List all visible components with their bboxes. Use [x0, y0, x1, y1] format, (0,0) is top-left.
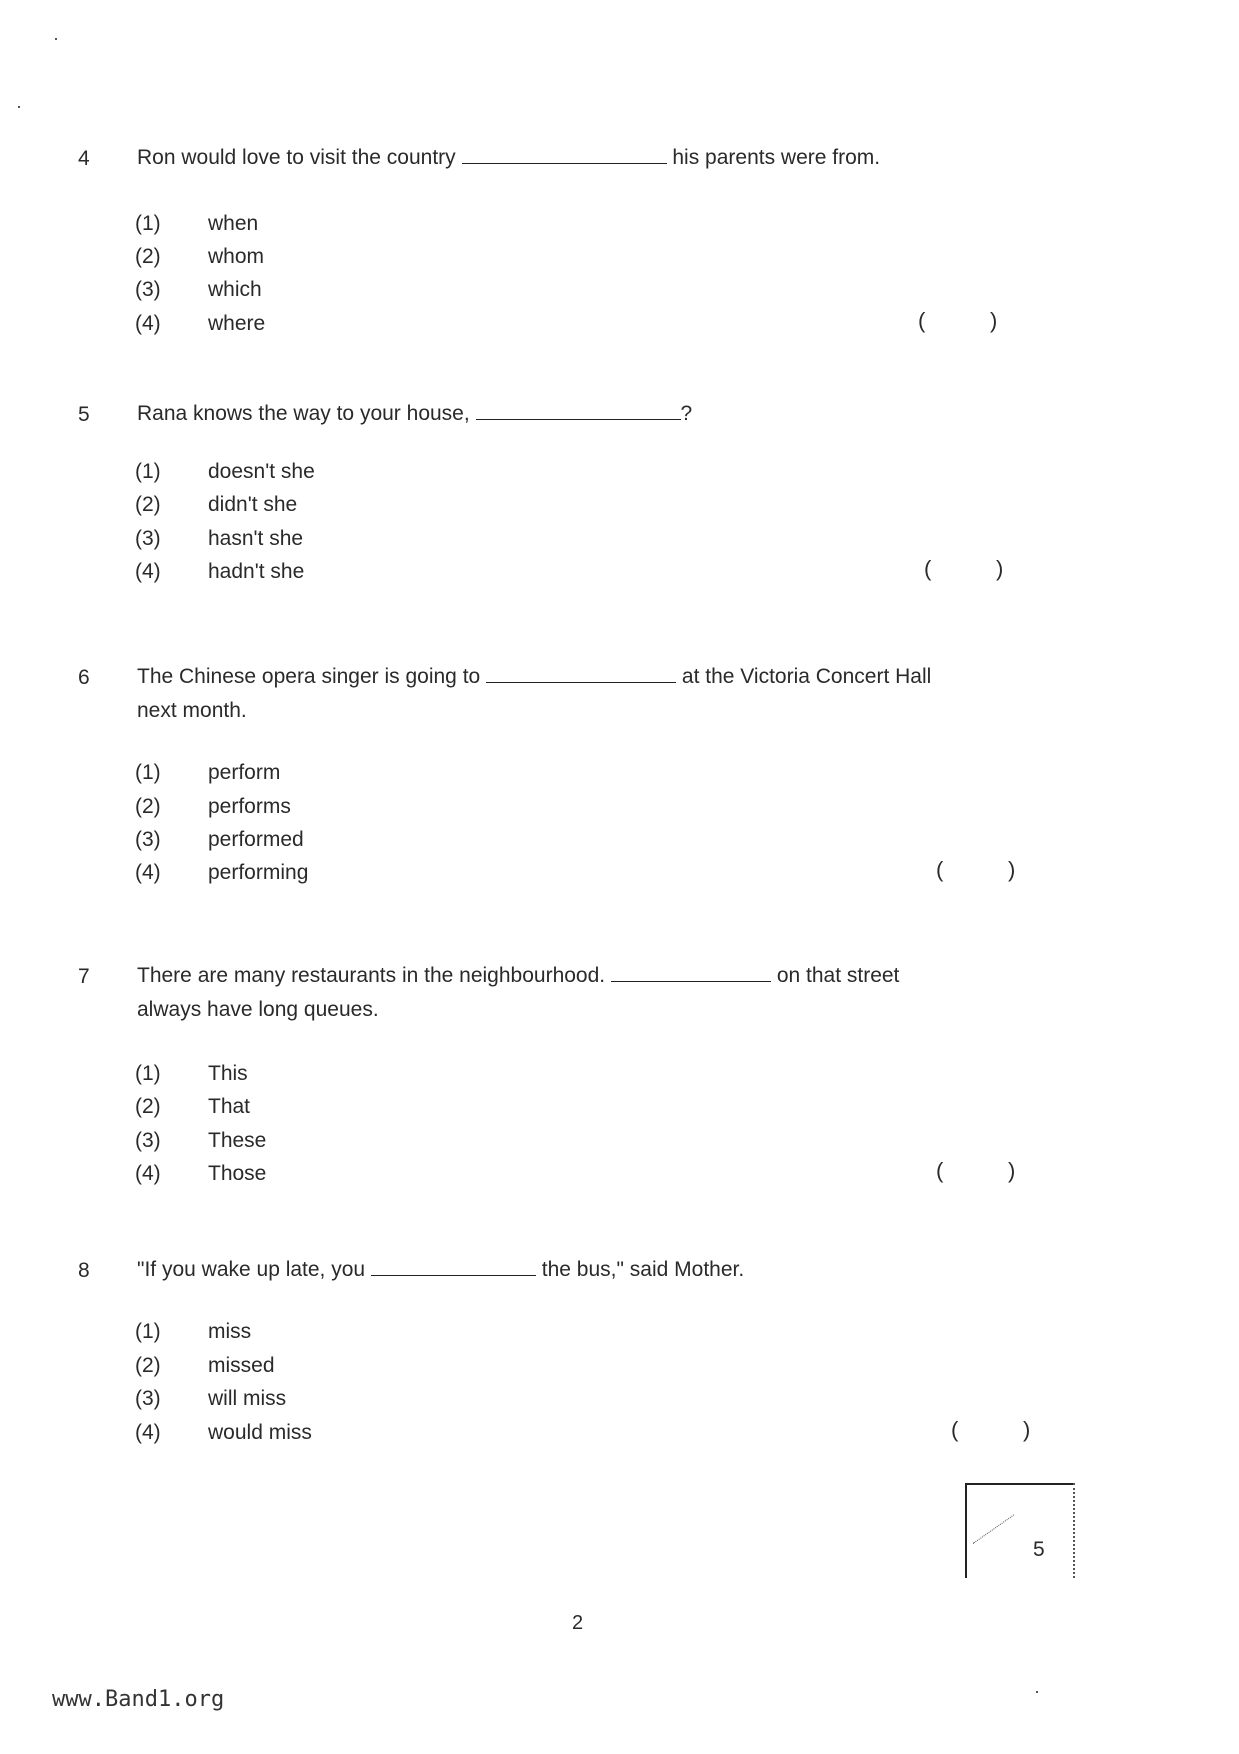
stem-text-before: There are many restaurants in the neighbourhood.: [137, 964, 606, 987]
option-number: (1): [135, 212, 161, 235]
scan-speck: [1036, 1691, 1038, 1693]
answer-bracket[interactable]: ( ): [936, 1158, 1016, 1183]
scan-speck: [55, 38, 57, 40]
question-stem: [137, 958, 899, 994]
option-number: (1): [135, 1320, 161, 1343]
score-box: [965, 1483, 1075, 1578]
stem-text-after: ?: [680, 402, 693, 425]
stem-text-before: Rana knows the way to your house,: [137, 402, 470, 425]
option-text: would miss: [208, 1421, 312, 1444]
option-number: (4): [135, 861, 161, 884]
option-2: [0, 795, 1239, 829]
option-text: when: [208, 212, 259, 235]
option-number: (3): [135, 1129, 161, 1152]
option-number: (4): [135, 560, 161, 583]
option-3: [0, 278, 1239, 312]
answer-bracket[interactable]: ( ): [924, 556, 1004, 581]
answer-blank: [371, 1253, 536, 1276]
option-1: [0, 761, 1239, 795]
option-number: (2): [135, 795, 161, 818]
option-number: (2): [135, 493, 161, 516]
question-stem-line-2: next month.: [137, 699, 247, 722]
option-number: (2): [135, 245, 161, 268]
option-text: This: [208, 1062, 248, 1085]
score-box-right-border: [1073, 1483, 1075, 1578]
question-number: 4: [78, 147, 90, 170]
option-text: performs: [208, 795, 291, 818]
score-box-slash: [973, 1514, 1015, 1543]
option-text: will miss: [208, 1387, 287, 1410]
option-text: hadn't she: [208, 560, 305, 583]
score-box-top-border: [965, 1483, 1075, 1485]
option-text: That: [208, 1095, 251, 1118]
option-1: [0, 212, 1239, 246]
stem-text-before: "If you wake up late, you: [137, 1258, 366, 1281]
option-3: [0, 1387, 1239, 1421]
stem-text-before: Ron would love to visit the country: [137, 146, 456, 169]
question-stem: [137, 140, 880, 176]
option-3: [0, 828, 1239, 862]
option-1: [0, 1320, 1239, 1354]
option-number: (2): [135, 1354, 161, 1377]
question-stem: [137, 1252, 744, 1288]
option-2: [0, 1354, 1239, 1388]
question-stem-line-2: always have long queues.: [137, 998, 379, 1021]
option-text: which: [208, 278, 262, 301]
footer-url: www.Band1.org: [52, 1687, 225, 1712]
option-text: didn't she: [208, 493, 298, 516]
score-box-left-border: [965, 1483, 967, 1578]
option-number: (1): [135, 761, 161, 784]
option-text: missed: [208, 1354, 275, 1377]
option-number: (3): [135, 828, 161, 851]
question-number: 6: [78, 666, 90, 689]
answer-blank: [476, 397, 681, 420]
option-3: [0, 1129, 1239, 1163]
option-2: [0, 1095, 1239, 1129]
scan-speck: [18, 106, 20, 108]
option-4: [0, 861, 1239, 895]
option-1: [0, 460, 1239, 494]
question-number: 5: [78, 403, 90, 426]
option-2: [0, 245, 1239, 279]
option-3: [0, 527, 1239, 561]
option-number: (4): [135, 1421, 161, 1444]
answer-bracket[interactable]: ( ): [936, 857, 1016, 882]
option-number: (4): [135, 1162, 161, 1185]
option-text: perform: [208, 761, 281, 784]
stem-text-after: the bus," said Mother.: [541, 1258, 745, 1281]
answer-blank: [462, 141, 667, 164]
option-text: Those: [208, 1162, 267, 1185]
answer-blank: [486, 660, 676, 683]
option-number: (1): [135, 1062, 161, 1085]
option-text: performing: [208, 861, 309, 884]
option-4: [0, 560, 1239, 594]
option-text: doesn't she: [208, 460, 315, 483]
option-text: miss: [208, 1320, 252, 1343]
option-text: where: [208, 312, 266, 335]
stem-text-after: at the Victoria Concert Hall: [681, 665, 932, 688]
question-stem: [137, 396, 692, 432]
score-total: 5: [1033, 1538, 1045, 1561]
stem-text-before: The Chinese opera singer is going to: [137, 665, 481, 688]
stem-text-after: on that street: [776, 964, 900, 987]
option-text: hasn't she: [208, 527, 304, 550]
option-number: (1): [135, 460, 161, 483]
stem-text-after: his parents were from.: [672, 146, 881, 169]
option-number: (2): [135, 1095, 161, 1118]
option-number: (4): [135, 312, 161, 335]
option-2: [0, 493, 1239, 527]
option-number: (3): [135, 527, 161, 550]
answer-blank: [611, 959, 771, 982]
option-text: performed: [208, 828, 304, 851]
answer-bracket[interactable]: ( ): [951, 1417, 1031, 1442]
question-stem: [137, 659, 931, 695]
option-1: [0, 1062, 1239, 1096]
option-4: [0, 312, 1239, 346]
question-number: 8: [78, 1259, 90, 1282]
answer-bracket[interactable]: ( ): [918, 308, 998, 333]
option-4: [0, 1421, 1239, 1455]
page-number: 2: [572, 1612, 584, 1634]
option-4: [0, 1162, 1239, 1196]
option-number: (3): [135, 278, 161, 301]
option-text: These: [208, 1129, 267, 1152]
question-number: 7: [78, 965, 90, 988]
option-text: whom: [208, 245, 265, 268]
option-number: (3): [135, 1387, 161, 1410]
